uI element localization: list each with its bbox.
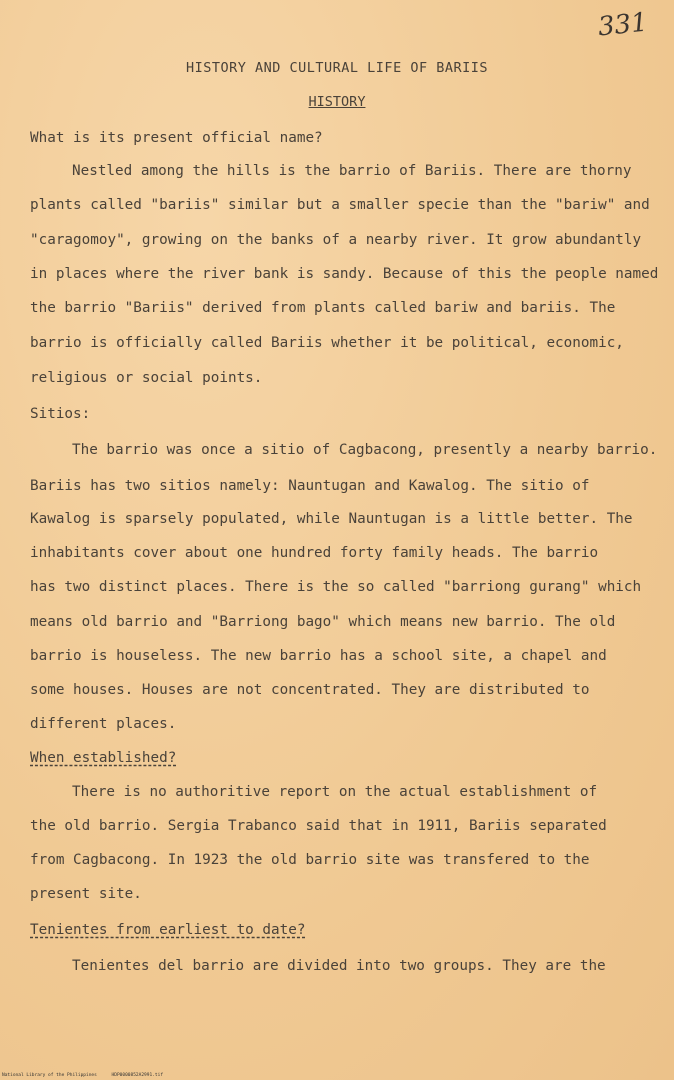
paragraph-line: the old barrio. Sergia Trabanco said that in 1911, Bariis separated [30, 818, 607, 834]
paragraph-line: from Cagbacong. In 1923 the old barrio site was transfered to the [30, 852, 590, 868]
paragraph-line: Nestled among the hills is the barrio of Bariis. There are thorny [72, 163, 632, 179]
paragraph-line: barrio is houseless. The new barrio has a school site, a chapel and [30, 648, 607, 664]
paragraph-line: barrio is officially called Bariis whether it be political, economic, [30, 335, 624, 351]
footer-strip [2, 1073, 175, 1078]
paragraph-line: "caragomoy", growing on the banks of a nearby river. It grow abundantly [30, 232, 642, 248]
paragraph-line: the barrio "Bariis" derived from plants called bariw and bariis. The [30, 300, 616, 316]
paragraph-line: Kawalog is sparsely populated, while Nauntugan is a little better. The [30, 511, 633, 527]
paragraph-line: There is no authoritive report on the actual establishment of [72, 784, 598, 800]
paragraph-line: in places where the river bank is sandy. Because of this the people named [30, 266, 659, 282]
paragraph-line: The barrio was once a sitio of Cagbacong, presently a nearby barrio. [72, 442, 658, 458]
paragraph-line: present site. [30, 886, 142, 902]
question-tenientes: Tenientes from earliest to date? [30, 922, 306, 938]
paragraph-line: has two distinct places. There is the so called "barriong gurang" which [30, 579, 642, 595]
footer-code: HDP0000852A2991.tif [111, 1073, 164, 1078]
paragraph-line: means old barrio and "Barriong bago" which means new barrio. The old [30, 614, 616, 630]
page-number: 331 [596, 7, 650, 43]
paragraph-line: plants called "bariis" similar but a smaller specie than the "bariw" and [30, 197, 650, 213]
heading-sitios: Sitios: [30, 406, 91, 422]
paragraph-line: Bariis has two sitios namely: Nauntugan and Kawalog. The sitio of [30, 478, 590, 494]
paragraph-line: inhabitants cover about one hundred forty family heads. The barrio [30, 545, 599, 561]
question-official-name: What is its present official name? [30, 130, 323, 146]
document-title: HISTORY AND CULTURAL LIFE OF BARIIS [186, 60, 488, 76]
paragraph-line: religious or social points. [30, 370, 263, 386]
footer-library: National Library of the Philippines [2, 1073, 97, 1078]
paragraph-line: Tenientes del barrio are divided into two groups. They are the [72, 958, 606, 974]
paragraph-line: some houses. Houses are not concentrated. They are distributed to [30, 682, 590, 698]
paragraph-line: different places. [30, 716, 177, 732]
question-when-established: When established? [30, 750, 177, 766]
section-heading-history: HISTORY [308, 94, 366, 110]
